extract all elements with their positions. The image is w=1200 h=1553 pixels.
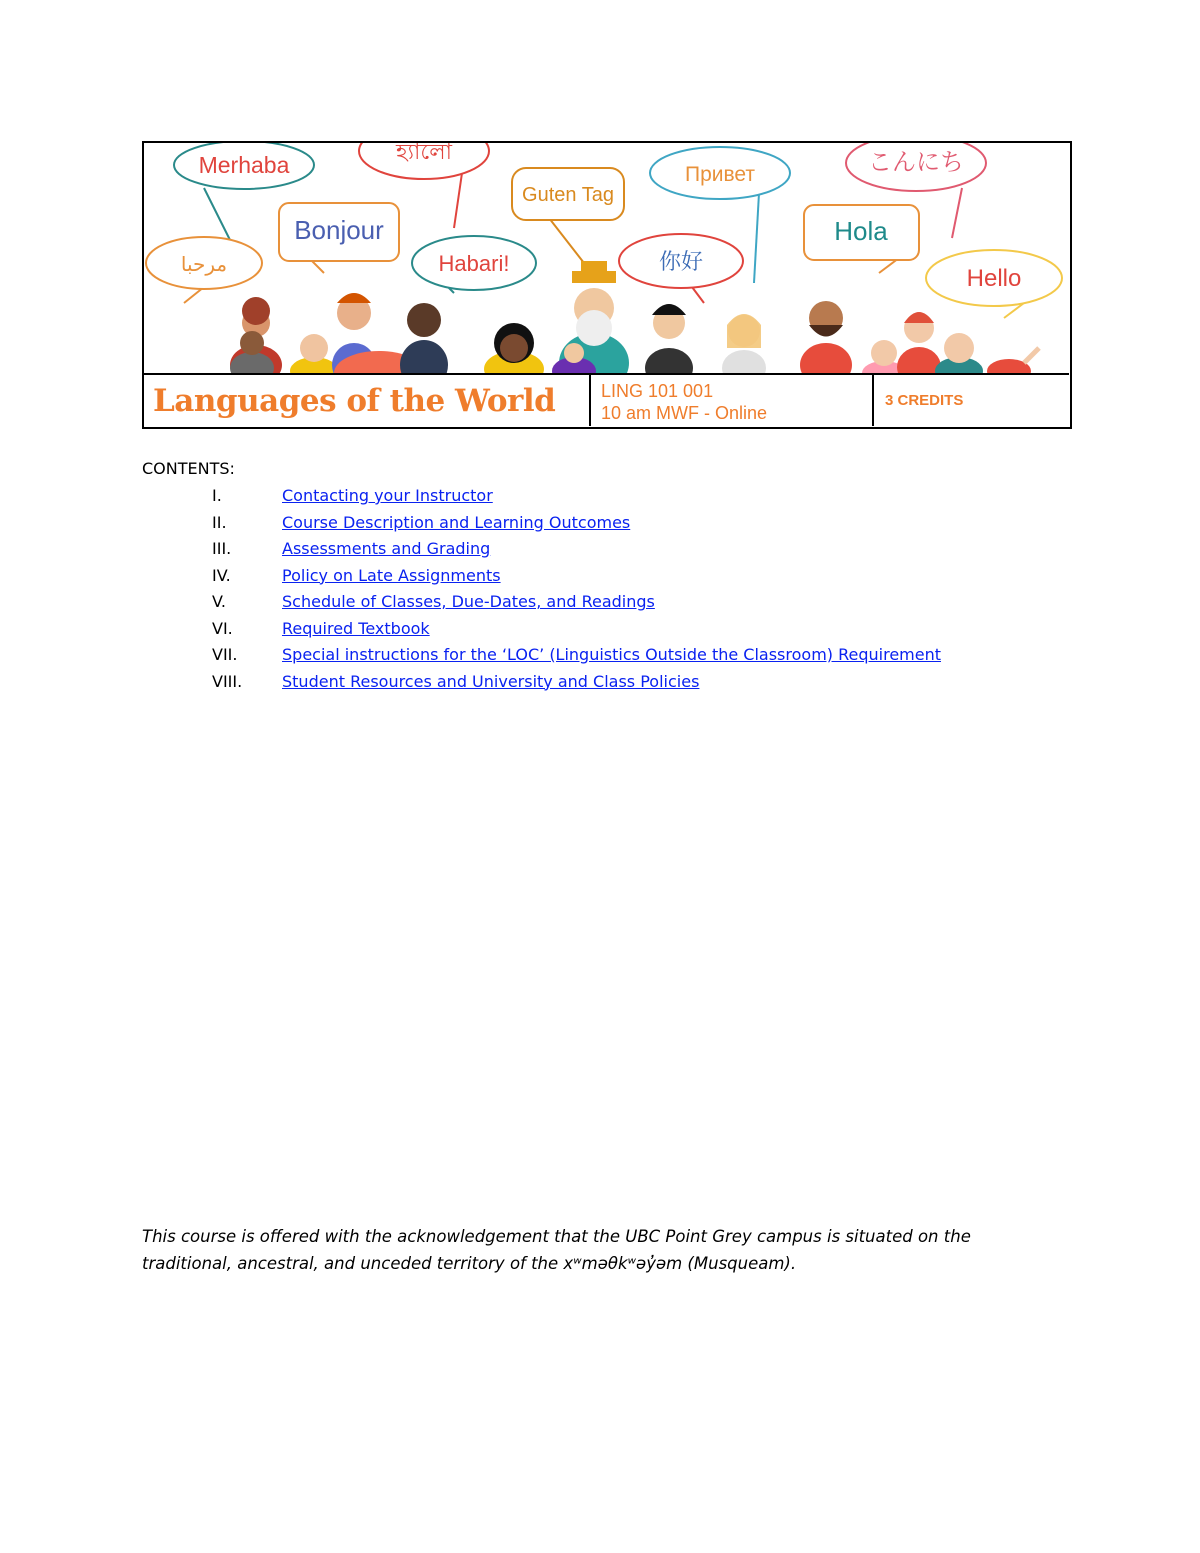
bubble-bonjour	[279, 203, 399, 273]
toc-number: VIII.	[212, 671, 243, 691]
toc-link-textbook[interactable]: Required Textbook	[282, 618, 430, 638]
bubble-guten-tag	[512, 168, 624, 263]
toc-number: III.	[212, 539, 232, 558]
toc-number: V.	[212, 592, 226, 611]
course-info-row	[144, 373, 1069, 426]
toc-number: II.	[212, 512, 227, 532]
toc-link-late-policy[interactable]: Policy on Late Assignments	[282, 565, 501, 585]
greeting-bonjour: Bonjour	[294, 215, 384, 245]
course-title: Languages of the World	[153, 383, 556, 419]
bubble-habari	[412, 236, 536, 293]
toc-number: I.	[212, 486, 222, 505]
greeting-hello: Hello	[966, 265, 1022, 292]
toc-link-loc-requirement[interactable]: Special instructions for the ‘LOC’ (Linguistics Outside the Classroom) Requirement	[282, 645, 941, 664]
greeting-habari: Habari!	[438, 251, 510, 276]
land-acknowledgement: This course is offered with the acknowledgement that the UBC Point Grey campus is situated on the traditional, ancestral, and unceded territory of the xʷməθkʷəy̓əm (Musqueam).	[142, 1227, 971, 1273]
bubble-hola	[804, 205, 919, 273]
toc-link-schedule[interactable]: Schedule of Classes, Due-Dates, and Readings	[282, 592, 655, 611]
course-schedule: 10 am MWF - Online	[601, 403, 768, 423]
toc-number: VI.	[212, 618, 233, 638]
greeting-konnichiwa: こんにち	[868, 148, 964, 176]
greeting-arabic: مرحبا	[180, 252, 228, 276]
course-code: LING 101 001	[601, 381, 714, 401]
course-credits: 3 CREDITS	[885, 392, 964, 409]
contents-heading: CONTENTS:	[142, 459, 235, 478]
credits-cell	[874, 375, 1069, 426]
greeting-hola: Hola	[834, 216, 888, 246]
toc-link-assessments[interactable]: Assessments and Grading	[282, 539, 491, 558]
course-code-block	[601, 380, 767, 424]
bubble-hello	[926, 250, 1062, 318]
toc-link-course-description[interactable]: Course Description and Learning Outcomes	[282, 512, 631, 532]
course-code-cell	[591, 375, 874, 426]
greeting-guten-tag: Guten Tag	[522, 184, 614, 206]
greeting-bengali: হ্যালো	[396, 143, 452, 165]
greeting-privet: Привет	[684, 163, 756, 186]
bubble-arabic	[146, 237, 262, 303]
greeting-nihao: 你好	[658, 250, 704, 275]
title-cell	[144, 375, 591, 426]
greetings-illustration	[144, 143, 1069, 373]
toc-number: IV.	[212, 565, 231, 585]
greeting-merhaba: Merhaba	[198, 152, 290, 178]
toc-number: VII.	[212, 645, 238, 664]
toc-link-contacting-instructor[interactable]: Contacting your Instructor	[282, 486, 493, 505]
toc-link-student-resources[interactable]: Student Resources and University and Class Policies	[282, 671, 700, 691]
course-banner	[142, 141, 1072, 429]
bubble-nihao	[619, 234, 743, 303]
